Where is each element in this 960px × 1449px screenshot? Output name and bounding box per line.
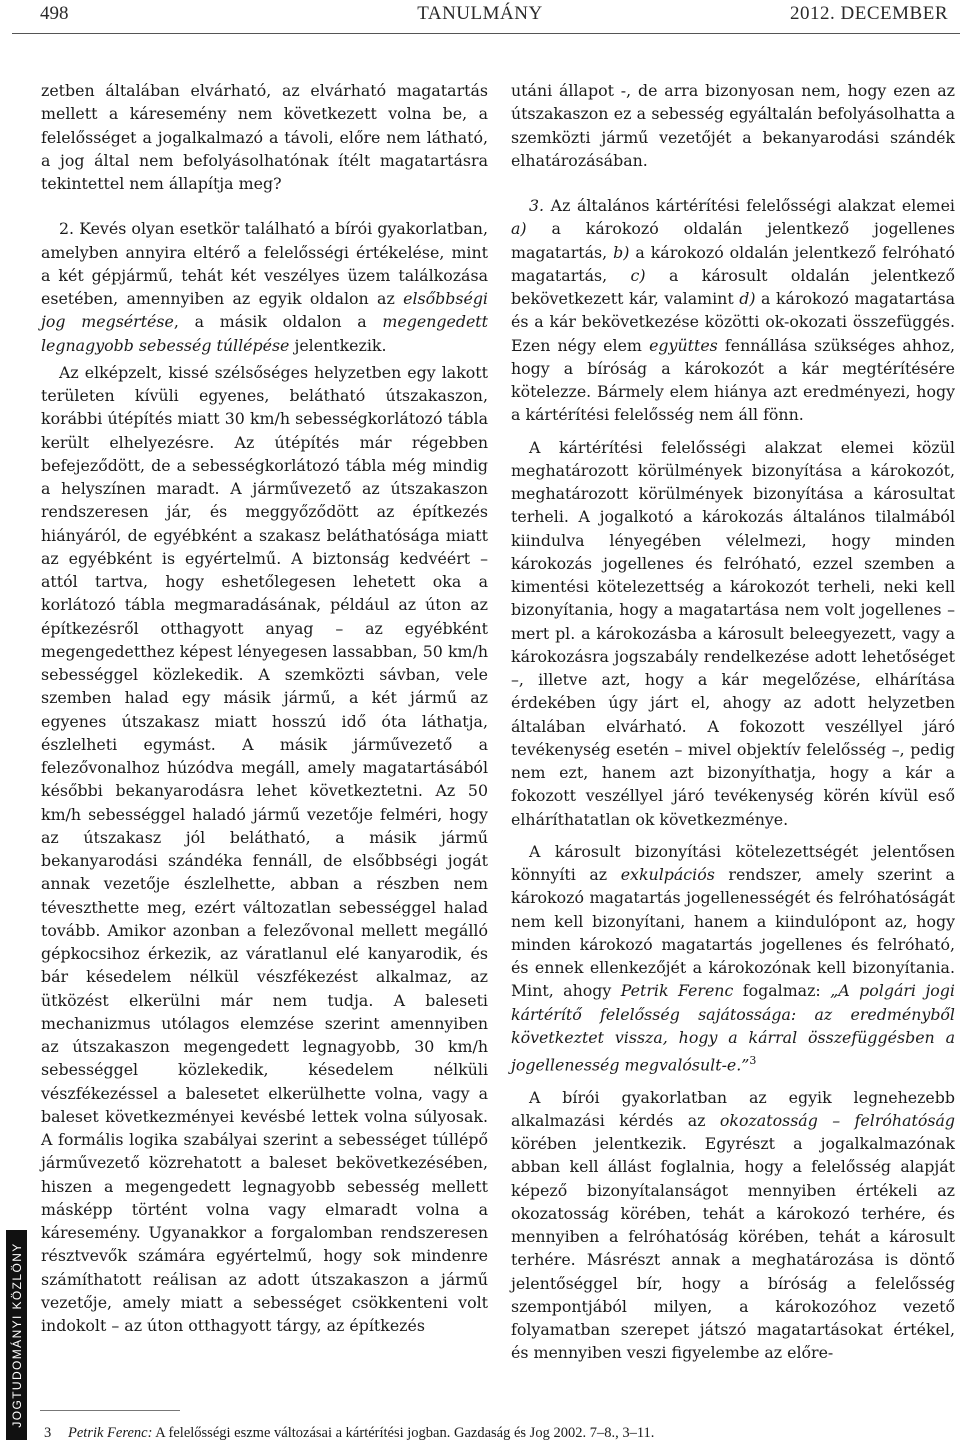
footnote-text: A felelősségi eszme változásai a kártérítési jogban. Gazdaság és Jog 2002. 7–8., 3–11. xyxy=(155,1425,655,1441)
paragraph: A károsult bizonyítási kötelezettségét jelentősen könnyíti az exkulpációs rendszer, amely szerint a károkozó magatartás jogellenességét és felróhatóságát nem kell bizonyítani, hanem a kiindulópont az, hogy minden károkozó magatartás jogellenes és felróható, és ennek ellenkezőjét a károkozónak kell bizonyítania. Mint, ahogy Petrik Ferenc fogalmaz: „A polgári jogi kártérítő felelősség sajátossága: az eredményből következtet vissza, hogy a kárral összefüggésben a jogellenesség megvalósult-e.”$^3$ xyxy=(511,841,955,1075)
paragraph: 2. Kevés olyan esetkör található a bírói gyakorlatban, amelyben annyira eltérő a felelősségi értékelése, mint a két gépjármű, tehát két veszélyes üzem találkozása esetében, amennyiben az egyik oldalon az elsőbbségi jog megsértése, a másik oldalon a megengedett legnagyobb sebesség túllépése jelentkezik. xyxy=(41,219,489,355)
journal-sidebar xyxy=(6,1230,27,1440)
emphasis: exkulpációs xyxy=(620,865,715,884)
footnote-ref[interactable]: 3 xyxy=(749,1054,757,1067)
paragraph: Az elképzelt, kissé szélsőséges helyzetben egy lakott területen kívüli egyenes, belátható útszakaszon, korábbi útépítés miatt 30 km/h sebességkorlátozó tábla került elhelyezésre. Az útépítés már régebben befejeződött, de a sebességkorlátozó tábla még mindig a helyszínen maradt. A járművezető az útszakaszon rendszeresen jár, és meggyőződött az építkezés hiányáról, de egyébként a szakasz beláthatósága miatt az egyébként is egyértelmű. A biztonság kedvéért – attól tartva, hogy eshetőlegesen lehetett oka a korlátozó tábla megmaradásának, például az úton az építkezésről otthagyott anyag – az egyébként megengedetthez képest lényegesen lassabban, 50 km/h sebességgel közlekedik. A szemközti sávban, vele szemben halad egy másik jármű, a két jármű az egyenes útszakasz miatt hosszú idő óta láthatja, észlelheti egymást. A másik járművezető a felezővonalhoz húzódva megáll, amely magatartásából későbbi bekanyarodásra lehet következtetni. Az 50 km/h sebességgel haladó jármű vezetője felméri, hogy az útszakasz jól belátható, a másik jármű bekanyarodási szándéka fennáll, de elsőbbségi jogát annak vezetője észlelhette, abban a részben nem téveszthette meg, ezért változatlan sebességgel halad tovább. Amikor azonban a felezővonal mellett megálló gépkocsihoz érkezik, az váratlanul elé kanyarodik, és bár késedelem nélkül vészfékezést alkalmaz, az ütközést elkerülni már nem tudja. A baleseti mechanizmus utólagos elemzése szerint amennyiben az útszakaszon megengedett legnagyobb, 30 km/h sebességgel közlekedik, késedelem nélküli vészfékezéssel a balesetet elkerülhette volna, vagy a baleset következményei kevésbé lettek volna súlyosak. A formális logika szabályai szerint a sebességet túllépő járművezető közrehatott a baleset bekövetkezésében, hiszen a megengedett legnagyobb sebesség mellett másképp történt volna vagy elmaradt volna a káresemény. Ugyanakkor a forgalomban rendszeresen résztvevők számára egyértelmű, hogy sok mindenre számíthatott reálisan az adott útszakaszon a jármű vezetője, amely miatt a sebességet csökkenteni volt indokolt – az úton otthagyott tárgy, az építkezés xyxy=(41,362,488,1335)
emphasis: elsőbbségi jog megsértése xyxy=(41,289,488,332)
paragraph: 3. Az általános kártérítési felelősségi alakzat elemei a) a károkozó oldalán jelentkező jogellenes magatartás, b) a károkozó oldalán jelentkező felróható magatartás, c) a károsult oldalán jelentkező bekövetkezett kár, valamint d) a károkozó magatartása és a kár bekövetkezése közötti ok-okozati összefüggés. Ezen négy elem együttes fennállása szükséges ahhoz, hogy a bíróság a károkozót a kár megtérítésére kötelezze. Bármely elem hiánya azt eredményezi, hogy a kártérítési felelősség nem áll fönn. xyxy=(511,196,955,425)
page-number: 498 xyxy=(40,3,69,24)
item-number: 3. xyxy=(529,196,545,215)
author-name: Petrik Ferenc xyxy=(620,981,734,1001)
left-column xyxy=(41,79,488,1337)
footnote-author: Petrik Ferenc: xyxy=(68,1425,153,1441)
footnote xyxy=(44,1425,654,1442)
item-number: 2. xyxy=(59,219,75,239)
emphasis: okozatosság – felróhatóság xyxy=(719,1110,955,1130)
journal-name: JOGTUDOMÁNYI KÖZLÖNY xyxy=(9,1242,24,1428)
paragraph: A bírói gyakorlatban az egyik legnehezebb alkalmazási kérdés az okozatosság – felróhatóság körében jelentkezik. Egyrészt a jogalkalmazónak abban kell állást foglalnia, hogy a felelősség alapját képező bizonyítalanságot mennyiben értékeli az okozatosság körében, tehát a károkozó terhére, és mennyiben a felróhatóság körében, tehát a károsult terhére. Másrészt annak a meghatározása is döntő jelentőséggel bír, hogy a bíróság a felelősség szempontjából milyen, a károkozóhoz vezető folyamatban szerepet játszó magatartásokat értékel, és mennyiben veszi figyelembe az előre- xyxy=(511,1087,955,1363)
paragraph: A kártérítési felelősségi alakzat elemei közül meghatározott körülmények bizonyítása a károkozót, meghatározott körülmények bizonyítása a károsultat terheli. A jogalkotó a károkozás általános tilalmából kiindulva lényegében vélelmezi, hogy minden károkozás jogellenes és felróható, ezzel szemben a kimentési kötelezettség a károkozót terheli, neki kell bizonyítania, hogy a magatartása nem volt jogellenes – mert pl. a károkozásba a károsult beleegyezett, vagy a károkozásra jogszabály rendelkezése adott lehetőséget –, illetve azt, hogy a kár megelőzése, elhárítása érdekében úgy járt el, ahogy az adott helyzetben általában elvárható. A fokozott veszéllyel járó tevékenység esetén – mivel objektív felelősség –, pedig nem ezt, hanem azt bizonyíthatja, hogy a kár a fokozott veszéllyel járó tevékenység körén kívül eső elháríthatatlan ok következménye. xyxy=(511,437,955,829)
right-column xyxy=(511,79,955,1365)
emphasis: megengedett legnagyobb sebesség túllépése xyxy=(41,312,489,355)
quotation: „A polgári jogi kártérítő felelősség sajátossága: az eredményből következtet vissza, hogy a kárral összefüggésben a jogellenesség megvalósult-e.” xyxy=(511,981,955,1075)
footnote-number: 3 xyxy=(44,1425,52,1441)
header-rule xyxy=(12,33,960,34)
paragraph: zetben általában elvárható, az elvárható magatartás mellett a káresemény nem következett volna be, a felelősséget a jogalkalmazó a távoli, előre nem látható, a jog által nem befolyásolhatónak ítélt magatartásra tekintettel nem állapítja meg? xyxy=(41,81,488,193)
footnote-rule xyxy=(40,1410,180,1411)
section-title: TANULMÁNY xyxy=(417,3,543,24)
issue-date: 2012. DECEMBER xyxy=(790,3,948,24)
paragraph: utáni állapot -, de arra bizonyosan nem, hogy ezen az útszakaszon ez a sebesség egyáltalán befolyásolhatta a szemközti jármű vezetőjét a bekanyarodási szándék elhatározásában. xyxy=(511,81,955,170)
emphasis: együttes xyxy=(649,335,718,355)
page-header xyxy=(0,0,960,30)
